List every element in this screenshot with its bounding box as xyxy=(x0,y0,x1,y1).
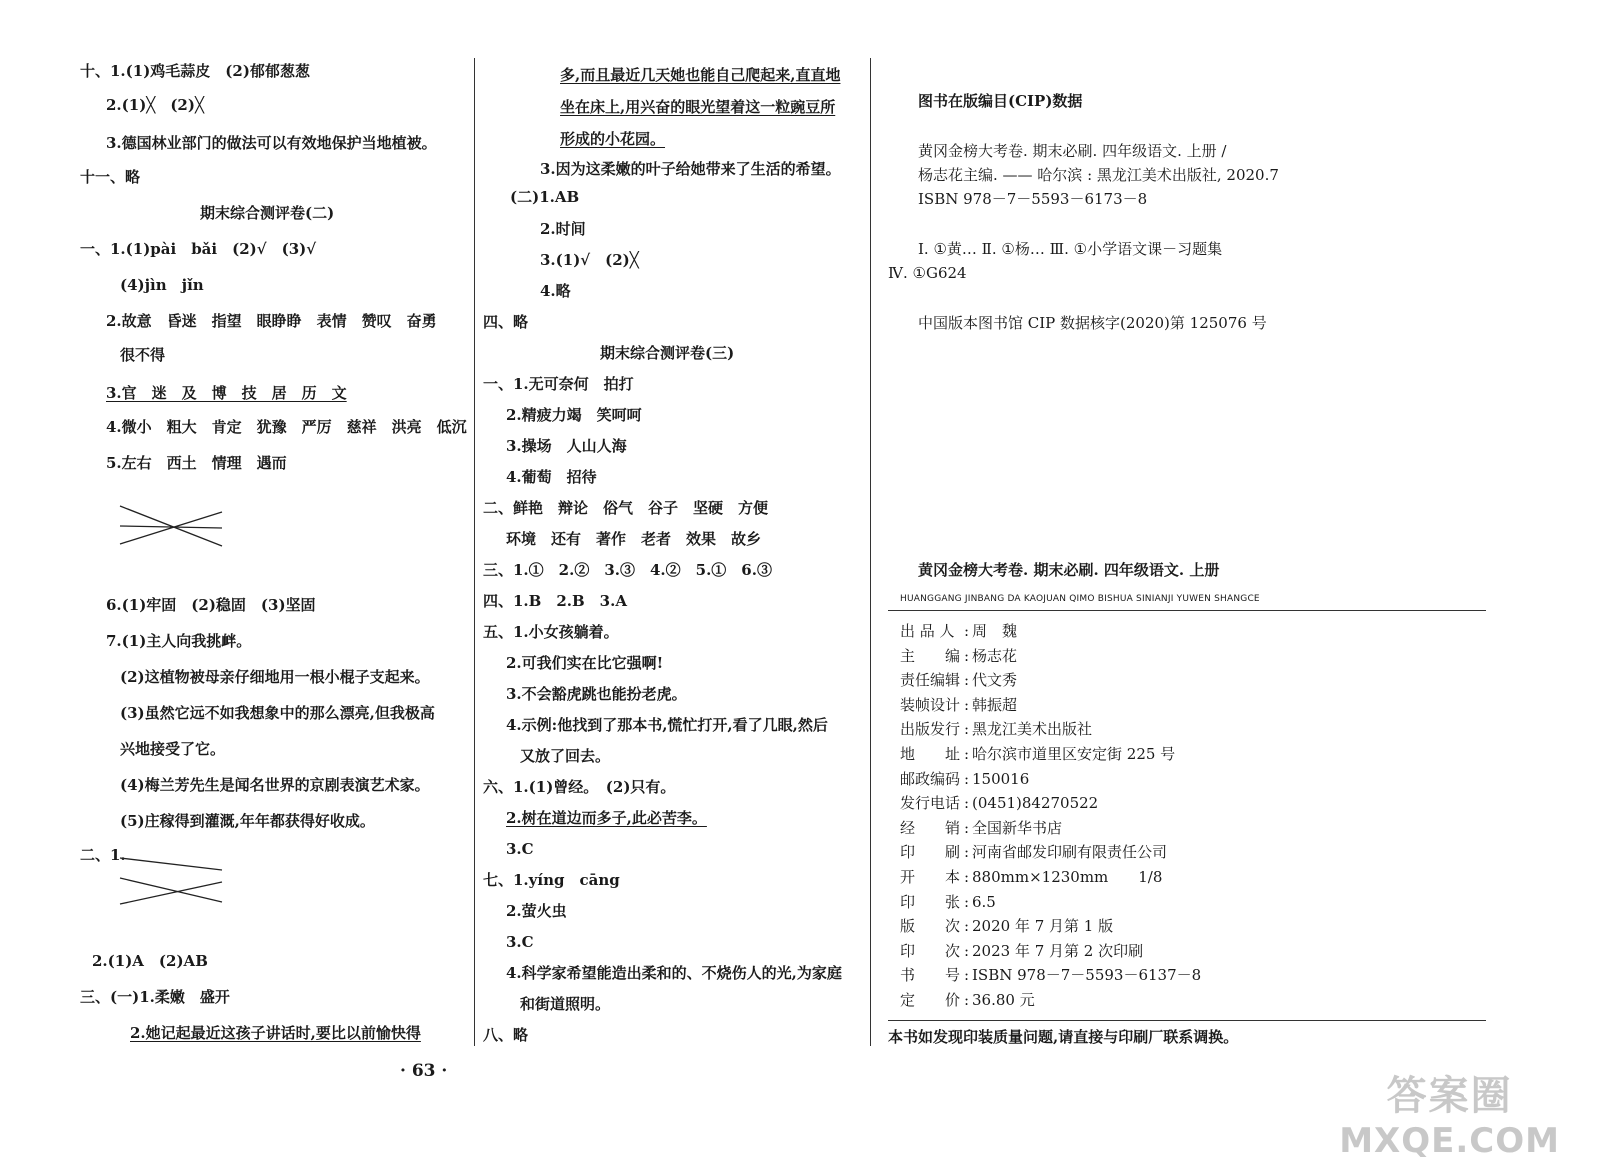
col2-line: 五、1.小女孩躺着。 xyxy=(483,623,619,641)
col1-line: 一、1.(1)pài bǎi (2)√ (3)√ xyxy=(80,240,317,258)
imprint-key: 邮政编码 xyxy=(900,769,961,788)
imprint-colon: : xyxy=(964,892,970,911)
col2-line: 期末综合测评卷(三) xyxy=(600,344,735,362)
imprint-key: 印 次 xyxy=(900,941,961,960)
col2-line: 4.示例:他找到了那本书,慌忙打开,看了几眼,然后 xyxy=(506,716,828,734)
quality-notice: 本书如发现印装质量问题,请直接与印刷厂联系调换。 xyxy=(888,1028,1239,1046)
col1-line: (3)虽然它远不如我想象中的那么漂亮,但我极高 xyxy=(120,704,435,722)
imprint-value: 880mm×1230mm 1/8 xyxy=(972,868,1163,886)
imprint-colon: : xyxy=(964,622,970,640)
imprint-key: 装帧设计 xyxy=(900,695,961,714)
col3-line: Ⅳ. ①G624 xyxy=(888,264,967,282)
col1-line: 2.(1)A (2)AB xyxy=(92,952,208,970)
col1-line: 三、(一)1.柔嫩 盛开 xyxy=(80,988,230,1006)
col3-line: 图书在版编目(CIP)数据 xyxy=(918,92,1083,110)
col2-line: 3.操场 人山人海 xyxy=(506,437,627,455)
col2-line: 4.科学家希望能造出柔和的、不烧伤人的光,为家庭 xyxy=(506,964,842,982)
imprint-colon: : xyxy=(964,966,970,985)
imprint-key: 印 刷 xyxy=(900,843,961,862)
col2-line: 和街道照明。 xyxy=(520,995,611,1013)
watermark-top: 答案圈 xyxy=(1386,1073,1513,1119)
imprint-colon: : xyxy=(964,646,970,665)
imprint-key: 主 编 xyxy=(900,646,961,665)
col2-line: 一、1.无可奈何 拍打 xyxy=(483,375,634,393)
col2-line: 三、1.① 2.② 3.③ 4.② 5.① 6.③ xyxy=(483,561,772,579)
imprint-key: 书 号 xyxy=(900,966,961,985)
col1-line: 7.(1)主人向我挑衅。 xyxy=(106,632,252,650)
imprint-key: 版 次 xyxy=(900,917,961,936)
col1-line: 2.(1)╳ (2)╳ xyxy=(106,96,204,114)
col2-line: 2.精疲力竭 笑呵呵 xyxy=(506,406,642,424)
col2-line: 又放了回去。 xyxy=(520,747,611,765)
imprint-top-rule xyxy=(888,610,1486,611)
col2-line: 3.C xyxy=(506,933,534,951)
imprint-colon: : xyxy=(964,941,970,960)
imprint-colon: : xyxy=(964,794,970,813)
imprint-colon: : xyxy=(964,695,970,714)
col2-line: 多,而且最近几天她也能自己爬起来,直直地 xyxy=(560,66,841,84)
col2-line: 4.略 xyxy=(540,282,571,300)
column-divider-1 xyxy=(474,58,475,1046)
page-number: · 63 · xyxy=(400,1061,448,1081)
col2-line: 3.因为这柔嫩的叶子给她带来了生活的希望。 xyxy=(540,160,841,178)
col3-line: ISBN 978－7－5593－6173－8 xyxy=(918,190,1148,208)
imprint-colon: : xyxy=(964,917,970,936)
imprint-value: 150016 xyxy=(972,769,1030,788)
col1-line: 5.左右 西土 情理 遇而 xyxy=(106,454,287,472)
col1-line: 十一、略 xyxy=(80,168,141,186)
col1-line: 2.她记起最近这孩子讲话时,要比以前愉快得 xyxy=(130,1024,421,1042)
col3-line: 黄冈金榜大考卷. 期末必刷. 四年级语文. 上册 xyxy=(918,561,1220,579)
col1-line: (5)庄稼得到灌溉,年年都获得好收成。 xyxy=(120,812,375,830)
col1-line: (4)jìn jǐn xyxy=(120,276,204,294)
imprint-key: 开 本 xyxy=(900,868,961,886)
watermark-logo xyxy=(1339,1064,1560,1161)
col1-line: 3.官 迷 及 博 技 居 历 文 xyxy=(106,384,347,402)
imprint-key: 经 销 xyxy=(900,818,961,837)
col2-line: 四、1.B 2.B 3.A xyxy=(483,592,627,610)
col2-line: 3.C xyxy=(506,840,534,858)
imprint-value: 全国新华书店 xyxy=(972,818,1063,837)
matching-lines-diagram-2 xyxy=(116,852,228,914)
col2-line: 环境 还有 著作 老者 效果 故乡 xyxy=(506,530,762,548)
col1-line: 很不得 xyxy=(120,346,166,364)
col1-line: 兴地接受了它。 xyxy=(120,740,226,758)
col3-line: 黄冈金榜大考卷. 期末必刷. 四年级语文. 上册 / xyxy=(918,142,1227,160)
imprint-value: 哈尔滨市道里区安定街 225 号 xyxy=(972,745,1176,763)
col2-line: 形成的小花园。 xyxy=(560,130,666,148)
imprint-colon: : xyxy=(964,818,970,837)
imprint-key: 责任编辑 xyxy=(900,671,961,690)
col3-line: 中国版本图书馆 CIP 数据核字(2020)第 125076 号 xyxy=(918,314,1267,332)
col2-line: 坐在床上,用兴奋的眼光望着这一粒豌豆所 xyxy=(560,98,836,116)
col2-line: 2.萤火虫 xyxy=(506,902,567,920)
col2-line: 3.(1)√ (2)╳ xyxy=(540,251,639,269)
imprint-colon: : xyxy=(964,745,970,763)
imprint-bottom-rule xyxy=(888,1020,1486,1021)
col2-line: 四、略 xyxy=(483,313,529,331)
imprint-colon: : xyxy=(964,769,970,788)
imprint-value: (0451)84270522 xyxy=(972,794,1099,813)
imprint-value: 2020 年 7 月第 1 版 xyxy=(972,917,1114,936)
imprint-value: 36.80 元 xyxy=(972,991,1035,1009)
col2-line: 2.时间 xyxy=(540,220,586,238)
col2-line: 2.树在道边而多子,此必苦李。 xyxy=(506,809,707,827)
imprint-key: 出 品 人 xyxy=(900,622,955,640)
matching-lines-diagram-1 xyxy=(116,500,228,562)
imprint-value: 韩振超 xyxy=(972,695,1018,714)
col3-line: 杨志花主编. —— 哈尔滨 : 黑龙江美术出版社, 2020.7 xyxy=(918,166,1279,184)
imprint-value: 黑龙江美术出版社 xyxy=(972,720,1093,739)
watermark-bottom: MXQE.COM xyxy=(1339,1121,1560,1161)
imprint-value: 杨志花 xyxy=(972,646,1018,665)
col1-line: (2)这植物被母亲仔细地用一根小棍子支起来。 xyxy=(120,668,430,686)
col2-line: 七、1.yíng cāng xyxy=(483,871,620,889)
col2-line: 2.可我们实在比它强啊! xyxy=(506,654,664,672)
imprint-key: 定 价 xyxy=(900,991,961,1009)
imprint-value: 2023 年 7 月第 2 次印刷 xyxy=(972,941,1144,960)
imprint-value: 河南省邮发印刷有限责任公司 xyxy=(972,843,1168,862)
col2-line: (二)1.AB xyxy=(510,188,580,206)
book-title-pinyin: HUANGGANG JINBANG DA KAOJUAN QIMO BISHUA SINIANJI YUWEN SHANGCE xyxy=(900,594,1260,604)
imprint-key: 出版发行 xyxy=(900,720,961,739)
imprint-key: 地 址 xyxy=(900,745,961,763)
imprint-value: ISBN 978－7－5593－6137－8 xyxy=(972,966,1202,985)
col1-line: 二、1. xyxy=(80,846,126,864)
col2-line: 八、略 xyxy=(483,1026,529,1044)
imprint-value: 周 魏 xyxy=(972,622,1018,640)
imprint-colon: : xyxy=(964,991,970,1009)
col1-line: 6.(1)牢固 (2)稳固 (3)坚固 xyxy=(106,596,316,614)
col2-line: 六、1.(1)曾经。 (2)只有。 xyxy=(483,778,676,796)
col1-line: 4.微小 粗大 肯定 犹豫 严厉 慈祥 洪亮 低沉 xyxy=(106,418,467,436)
col2-line: 4.葡萄 招待 xyxy=(506,468,597,486)
col2-line: 二、鲜艳 辩论 俗气 谷子 坚硬 方便 xyxy=(483,499,769,517)
imprint-colon: : xyxy=(964,720,970,739)
imprint-key: 发行电话 xyxy=(900,794,961,813)
imprint-colon: : xyxy=(964,868,970,886)
imprint-value: 代文秀 xyxy=(972,671,1018,690)
col2-line: 3.不会豁虎跳也能扮老虎。 xyxy=(506,685,687,703)
imprint-colon: : xyxy=(964,843,970,862)
col1-line: (4)梅兰芳先生是闻名世界的京剧表演艺术家。 xyxy=(120,776,430,794)
col1-line: 3.德国林业部门的做法可以有效地保护当地植被。 xyxy=(106,134,437,152)
col1-line: 2.故意 昏迷 指望 眼睁睁 表情 赞叹 奋勇 xyxy=(106,312,437,330)
imprint-value: 6.5 xyxy=(972,892,996,911)
col3-line: Ⅰ. ①黄… Ⅱ. ①杨… Ⅲ. ①小学语文课－习题集 xyxy=(918,240,1223,258)
column-divider-2 xyxy=(870,58,871,1046)
col1-line: 十、1.(1)鸡毛蒜皮 (2)郁郁葱葱 xyxy=(80,62,310,80)
col1-line: 期末综合测评卷(二) xyxy=(200,204,335,222)
imprint-key: 印 张 xyxy=(900,892,961,911)
imprint-colon: : xyxy=(964,671,970,690)
